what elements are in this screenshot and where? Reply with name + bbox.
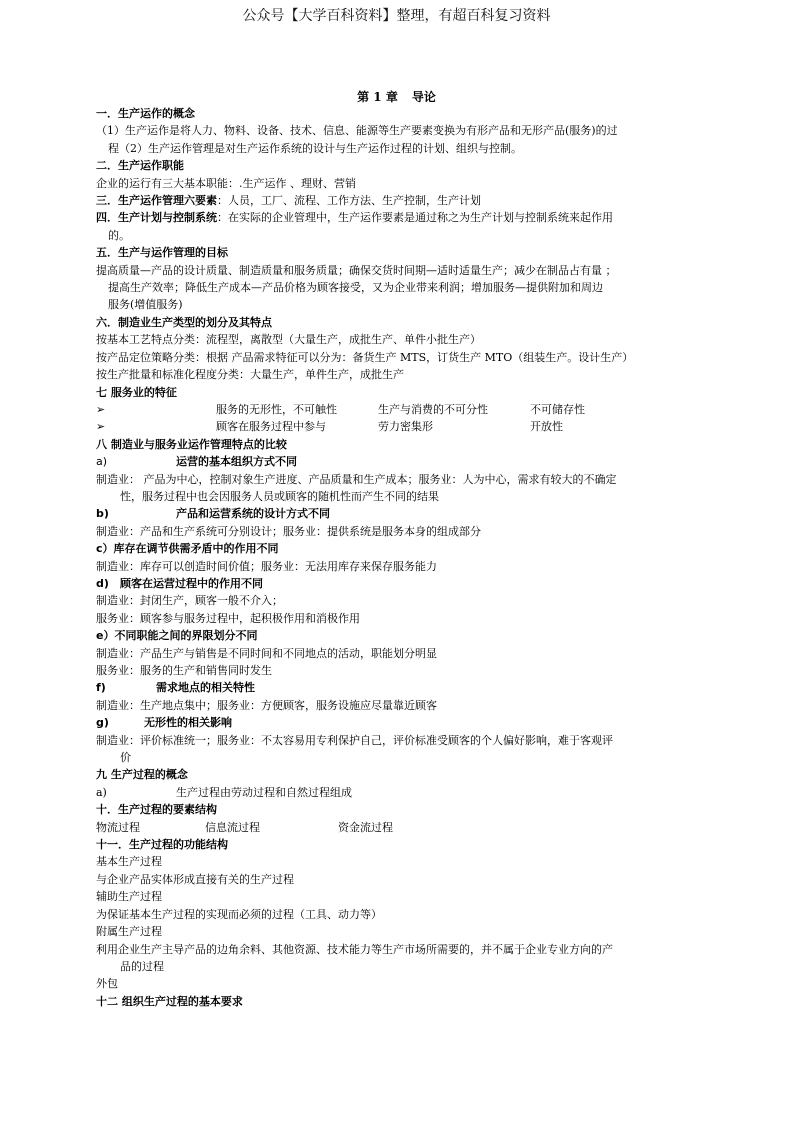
section-3-text: ：人员，工厂、流程、工作方法、生产控制，生产计划 xyxy=(217,194,481,208)
section-1-heading: 一．生产运作的概念 xyxy=(96,107,195,120)
subsection-b-line-1: 制造业：产品和生产系统可分别设计；服务业：提供系统是服务本身的组成部分 xyxy=(96,524,481,538)
subsection-f-heading xyxy=(96,679,666,696)
section-5-line-1: 提高质量—产品的设计质量、制造质量和服务质量；确保交货时间期—适时适量生产；减少在制品占有量 ； xyxy=(96,263,617,277)
section-6-line-3: 按生产批量和标准化程度分类：大量生产，单件生产，成批生产 xyxy=(96,368,404,382)
subsection-d-heading xyxy=(96,575,666,592)
section-5-line-3: 服务(增值服务) xyxy=(108,298,183,312)
section-7-heading: 七 服务业的特征 xyxy=(96,385,177,399)
section-10-heading: 十．生产过程的要素结构 xyxy=(96,803,217,817)
service-feature-row-1 xyxy=(96,401,666,418)
section-12-heading: 十二 组织生产过程的基本要求 xyxy=(96,994,243,1008)
flow-item: 信息流过程 xyxy=(205,820,260,834)
item-label: a) xyxy=(96,785,107,799)
section-6-line-1: 按基本工艺特点分类：流程型，离散型（大量生产，成批生产、单件小批生产） xyxy=(96,333,481,347)
subsection-label: a) xyxy=(96,455,108,469)
document-body xyxy=(96,105,666,1010)
section-11-line-7: 品的过程 xyxy=(120,959,164,973)
feature-item: 服务的无形性，不可触性 xyxy=(216,402,337,416)
feature-item: 顾客在服务过程中参与 xyxy=(216,420,326,434)
section-9-heading: 九 生产过程的概念 xyxy=(96,768,188,782)
subsection-g-line-2: 价 xyxy=(120,751,131,765)
chapter-title xyxy=(0,88,793,105)
subsection-c-heading: c）库存在调节供需矛盾中的作用不同 xyxy=(96,542,279,556)
feature-item: 开放性 xyxy=(530,420,563,434)
section-11-line-5: 附属生产过程 xyxy=(96,925,162,939)
bullet-arrow-icon: ➢ xyxy=(96,402,106,416)
section-5-heading: 五．生产与运作管理的目标 xyxy=(96,246,228,260)
subsection-label: d) xyxy=(96,576,109,590)
subsection-label: f) xyxy=(96,681,106,695)
bullet-arrow-icon: ➢ xyxy=(96,420,106,434)
feature-item: 劳力密集形 xyxy=(378,420,433,434)
section-11-line-3: 辅助生产过程 xyxy=(96,890,162,904)
section-4-line xyxy=(96,209,666,226)
section-11-line-1: 基本生产过程 xyxy=(96,855,162,869)
section-2-heading: 二．生产运作职能 xyxy=(96,159,184,173)
section-1-line-2: 程（2）生产运作管理是对生产运作系统的设计与生产运作过程的计划、组织与控制。 xyxy=(108,141,522,155)
subsection-b-heading xyxy=(96,505,666,522)
subsection-a-line-1: 制造业： 产品为中心，控制对象生产进度、产品质量和生产成本；服务业：人为中心，需求有较大的不确定 xyxy=(96,472,617,486)
section-10-items xyxy=(96,819,666,836)
section-1-line-1: （1）生产运作是将人力、物料、设备、技术、信息、能源等生产要素变换为有形产品和无形产品(服务)的过 xyxy=(96,124,618,138)
subsection-title: 产品和运营系统的设计方式不同 xyxy=(176,507,330,521)
section-11-line-8: 外包 xyxy=(96,977,118,991)
feature-item: 生产与消费的不可分性 xyxy=(378,402,488,416)
subsection-g-heading xyxy=(96,714,666,731)
section-8-heading: 八 制造业与服务业运作管理特点的比较 xyxy=(96,437,287,451)
section-6-line-2: 按产品定位策略分类：根据 产品需求特征可以分为：备货生产 MTS，订货生产 MTO（组装生产。设计生产） xyxy=(96,350,634,364)
section-11-line-6: 利用企业生产主导产品的边角余料、其他资源、技术能力等生产市场所需要的，并不属于企业专业方向的产 xyxy=(96,942,613,956)
subsection-d-line-2: 服务业：顾客参与服务过程中，起积极作用和消极作用 xyxy=(96,611,360,625)
subsection-title: 运营的基本组织方式不同 xyxy=(176,455,297,469)
section-5-line-2: 提高生产效率；降低生产成本—产品价格为顾客接受，又为企业带来利润；增加服务—提供附加和周边 xyxy=(108,281,603,295)
item-text: 生产过程由劳动过程和自然过程组成 xyxy=(176,785,352,799)
subsection-title: 需求地点的相关特性 xyxy=(156,681,255,695)
subsection-c-line-1: 制造业：库存可以创造时间价值；服务业：无法用库存来保存服务能力 xyxy=(96,559,437,573)
subsection-title: 无形性的相关影响 xyxy=(144,716,232,730)
subsection-label: g) xyxy=(96,716,109,730)
flow-item: 物流过程 xyxy=(96,820,140,834)
subsection-e-line-1: 制造业：产品生产与销售是不同时间和不同地点的活动，职能划分明显 xyxy=(96,646,437,660)
chapter-name: 导论 xyxy=(411,90,436,104)
subsection-a-line-2: 性，服务过程中也会因服务人员或顾客的随机性而产生不同的结果 xyxy=(120,489,439,503)
subsection-label: b) xyxy=(96,507,109,521)
flow-item: 资金流过程 xyxy=(338,820,393,834)
subsection-g-line-1: 制造业：评价标准统一；服务业：不太容易用专利保护自己，评价标准受顾客的个人偏好影响，难于客观评 xyxy=(96,733,613,747)
chapter-number: 第 1 章 xyxy=(357,90,398,104)
section-4-line-2: 的。 xyxy=(108,228,130,242)
section-4-text: ：在实际的企业管理中，生产运作要素是通过称之为生产计划与控制系统来起作用 xyxy=(217,211,613,225)
service-feature-row-2 xyxy=(96,418,666,435)
section-4-heading: 四．生产计划与控制系统 xyxy=(96,211,217,225)
subsection-title: 顾客在运营过程中的作用不同 xyxy=(120,576,263,590)
subsection-e-line-2: 服务业：服务的生产和销售同时发生 xyxy=(96,664,272,677)
subsection-e-heading: e）不同职能之间的界限划分不同 xyxy=(96,629,258,643)
subsection-a-heading xyxy=(96,453,666,470)
section-9-line-1 xyxy=(96,784,666,801)
section-6-heading: 六．制造业生产类型的划分及其特点 xyxy=(96,315,272,329)
subsection-d-line-1: 制造业：封闭生产，顾客一般不介入； xyxy=(96,594,283,608)
header-watermark: 公众号【大学百科资料】整理，有超百科复习资料 xyxy=(242,8,551,24)
section-11-line-4: 为保证基本生产过程的实现而必须的过程（工具、动力等） xyxy=(96,907,382,921)
section-11-line-2: 与企业产品实体形成直接有关的生产过程 xyxy=(96,872,294,886)
feature-item: 不可储存性 xyxy=(530,402,585,416)
section-11-heading: 十一．生产过程的功能结构 xyxy=(96,838,228,852)
section-3-line xyxy=(96,192,666,209)
subsection-f-line-1: 制造业：生产地点集中；服务业：方便顾客，服务设施应尽量靠近顾客 xyxy=(96,698,437,712)
section-3-heading: 三．生产运作管理六要素 xyxy=(96,194,217,208)
section-2-line-1: 企业的运行有三大基本职能：.生产运作 、理财、营销 xyxy=(96,176,356,190)
